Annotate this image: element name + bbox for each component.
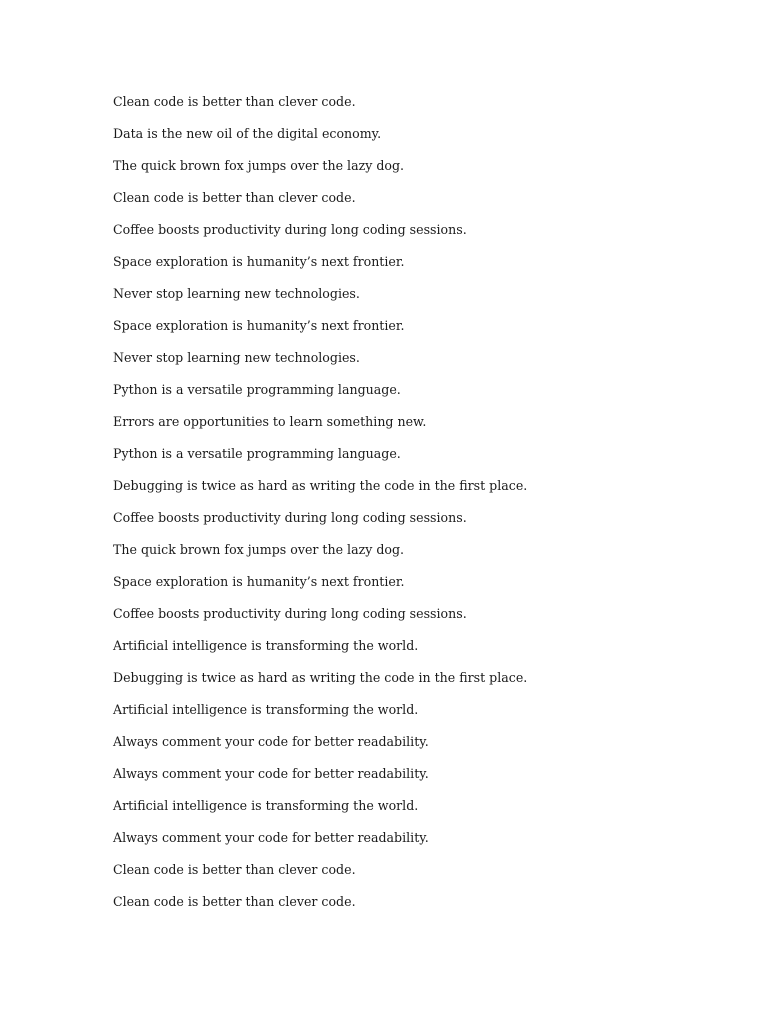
text-line: Data is the new oil of the digital economy.	[113, 126, 382, 141]
text-line: Debugging is twice as hard as writing the code in the first place.	[113, 670, 528, 685]
text-line: Space exploration is humanity’s next frontier.	[113, 318, 405, 333]
text-line: Clean code is better than clever code.	[113, 94, 356, 109]
text-line: Always comment your code for better readability.	[113, 766, 429, 781]
text-line: Coffee boosts productivity during long coding sessions.	[113, 222, 467, 237]
text-line: Python is a versatile programming language.	[113, 446, 401, 461]
text-line: The quick brown fox jumps over the lazy dog.	[113, 542, 405, 557]
text-line: Artificial intelligence is transforming the world.	[113, 798, 419, 813]
text-line: Clean code is better than clever code.	[113, 894, 356, 909]
text-line: Clean code is better than clever code.	[113, 862, 356, 877]
text-line: Errors are opportunities to learn something new.	[113, 414, 427, 429]
text-line: Artificial intelligence is transforming the world.	[113, 702, 419, 717]
text-line: Artificial intelligence is transforming the world.	[113, 638, 419, 653]
text-line: Space exploration is humanity’s next frontier.	[113, 254, 405, 269]
text-line: Coffee boosts productivity during long coding sessions.	[113, 606, 467, 621]
text-line: Coffee boosts productivity during long coding sessions.	[113, 510, 467, 525]
text-line: Never stop learning new technologies.	[113, 350, 360, 365]
text-line: Never stop learning new technologies.	[113, 286, 360, 301]
text-line: Always comment your code for better readability.	[113, 830, 429, 845]
text-line: The quick brown fox jumps over the lazy dog.	[113, 158, 405, 173]
text-line: Debugging is twice as hard as writing the code in the first place.	[113, 478, 528, 493]
text-lines	[113, 93, 527, 925]
text-line: Space exploration is humanity’s next frontier.	[113, 574, 405, 589]
text-line: Always comment your code for better readability.	[113, 734, 429, 749]
text-line: Clean code is better than clever code.	[113, 190, 356, 205]
text-line: Python is a versatile programming language.	[113, 382, 401, 397]
